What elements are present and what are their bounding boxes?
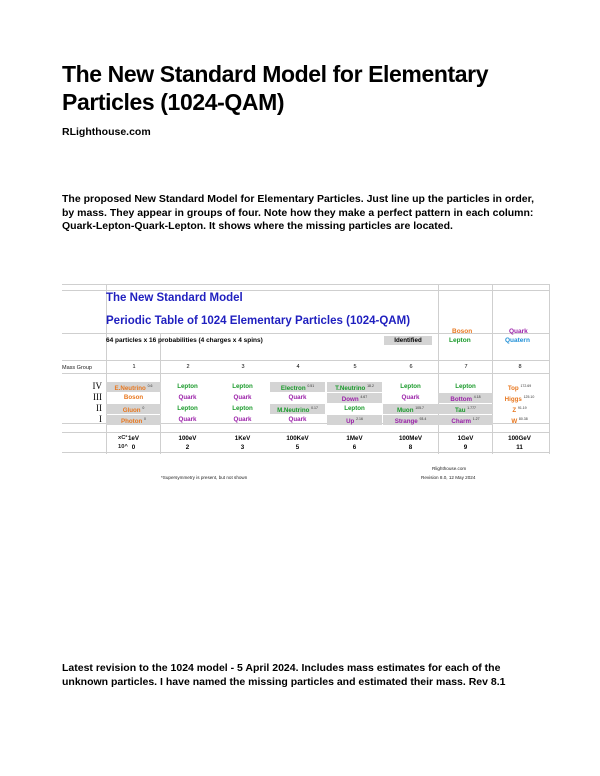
particle-cell bbox=[438, 382, 493, 392]
particle-cell bbox=[492, 382, 547, 392]
particle-name: Quark bbox=[178, 416, 197, 423]
power-value: 2 bbox=[185, 444, 190, 451]
particle-cell bbox=[438, 404, 493, 414]
page-title: The New Standard Model for Elementary Particles (1024-QAM) bbox=[62, 61, 489, 115]
energy-value: 100eV bbox=[178, 435, 197, 442]
quatern-header: Quatern bbox=[505, 337, 530, 344]
particle-name: Quark bbox=[288, 394, 307, 401]
mass-group-number: 3 bbox=[241, 364, 245, 370]
particle-cell bbox=[160, 393, 215, 403]
particle-cell bbox=[160, 404, 215, 414]
particle-name: Up bbox=[346, 418, 355, 425]
particle-name: Charm bbox=[451, 418, 472, 425]
particle-name: Boson bbox=[123, 394, 144, 401]
particle-mass: 4.67 bbox=[360, 395, 368, 399]
particle-mass: 0 bbox=[144, 417, 146, 421]
particle-name: E.Neutrino bbox=[114, 385, 146, 392]
mass-group-number: 5 bbox=[353, 364, 357, 370]
power-value: 6 bbox=[352, 444, 357, 451]
table-subtitle: Periodic Table of 1024 Elementary Particles (1024-QAM) bbox=[106, 315, 411, 327]
quark-header: Quark bbox=[509, 328, 528, 335]
particle-name: Quark bbox=[233, 416, 252, 423]
particle-cell bbox=[106, 393, 161, 403]
particle-cell bbox=[438, 393, 493, 403]
particle-name: Muon bbox=[397, 407, 414, 414]
particle-mass: 0.51 bbox=[307, 384, 315, 388]
particle-name: Quark bbox=[401, 394, 420, 401]
particle-name: Lepton bbox=[177, 405, 198, 412]
power-label: 10^ bbox=[118, 444, 128, 450]
particle-mass: 93.4 bbox=[419, 417, 427, 421]
credit-site: Rlighthouse.com bbox=[432, 466, 467, 471]
particle-cell bbox=[160, 382, 215, 392]
particle-cell bbox=[215, 393, 270, 403]
power-value: 11 bbox=[516, 444, 523, 451]
particle-name: Quark bbox=[288, 416, 307, 423]
particle-cell bbox=[492, 393, 547, 403]
power-value: 5 bbox=[295, 444, 300, 451]
particle-name: Lepton bbox=[344, 405, 365, 412]
particle-name: T.Neutrino bbox=[335, 385, 366, 392]
mass-group-label: Mass Group bbox=[62, 365, 92, 371]
particle-cell bbox=[383, 404, 438, 414]
mass-group-number: 8 bbox=[518, 364, 522, 370]
particle-name: Lepton bbox=[400, 383, 421, 390]
particle-mass: 18.2 bbox=[367, 384, 374, 388]
row-label: IV bbox=[92, 381, 102, 391]
particle-mass: 80.38 bbox=[518, 417, 528, 421]
row-label: II bbox=[96, 403, 102, 413]
particle-name: Electron bbox=[280, 385, 306, 392]
particle-cell bbox=[383, 382, 438, 392]
particle-mass: 172.69 bbox=[520, 384, 532, 388]
particle-cell bbox=[492, 404, 547, 414]
particle-name: Lepton bbox=[455, 383, 476, 390]
lepton-header: Lepton bbox=[449, 337, 471, 344]
power-value: 0 bbox=[131, 444, 136, 451]
mass-group-number: 7 bbox=[464, 364, 468, 370]
table-title: The New Standard Model bbox=[106, 292, 243, 304]
particle-name: Quark bbox=[233, 394, 252, 401]
particle-cell bbox=[327, 382, 382, 392]
particle-name: Lepton bbox=[232, 405, 253, 412]
particle-name: Quark bbox=[178, 394, 197, 401]
particle-name: Higgs bbox=[504, 396, 522, 403]
boson-header: Boson bbox=[452, 328, 473, 335]
particle-cell bbox=[327, 415, 382, 425]
energy-value: 100KeV bbox=[286, 435, 309, 442]
energy-value: 100MeV bbox=[398, 435, 423, 442]
table-description: 64 particles x 16 probabilities (4 charges x 4 spins) bbox=[106, 337, 263, 344]
particle-mass: 2.16 bbox=[356, 417, 363, 421]
particle-mass: 0 bbox=[142, 406, 145, 410]
particle-name: Tau bbox=[454, 407, 466, 414]
particle-cell bbox=[106, 404, 161, 414]
particle-cell bbox=[215, 382, 270, 392]
particle-cell bbox=[383, 415, 438, 425]
particle-name: Top bbox=[507, 385, 519, 392]
particle-cell bbox=[270, 404, 325, 414]
particle-name: Strange bbox=[394, 418, 418, 425]
particle-cell bbox=[438, 415, 493, 425]
power-value: 3 bbox=[240, 444, 245, 451]
particle-mass: 0.17 bbox=[311, 406, 318, 410]
energy-value: 100GeV bbox=[508, 435, 531, 442]
particle-cell bbox=[160, 415, 215, 425]
particle-name: M.Neutrino bbox=[277, 407, 310, 414]
particle-name: Down bbox=[341, 396, 359, 403]
credit-revision: Revision 8.0, 12 May 2024 bbox=[421, 475, 476, 480]
footer-paragraph: Latest revision to the 1024 model - 5 April 2024. Includes mass estimates for each of the unknown particles. I have named the missing particles and estimated their mass. Rev 8.1 bbox=[62, 662, 506, 688]
particle-name: Z bbox=[512, 407, 517, 414]
particle-cell bbox=[106, 382, 161, 392]
particle-mass: 125.10 bbox=[523, 395, 535, 399]
particle-mass: 0.6 bbox=[147, 384, 153, 388]
particle-name: Lepton bbox=[232, 383, 253, 390]
power-value: 9 bbox=[463, 444, 468, 451]
particle-name: Bottom bbox=[450, 396, 473, 403]
supersymmetry-note: *Supersymmetry is present, but not shown bbox=[161, 475, 248, 480]
mass-group-number: 6 bbox=[409, 364, 413, 370]
identified-legend: Identified bbox=[384, 336, 432, 345]
particle-cell bbox=[215, 404, 270, 414]
particle-cell bbox=[327, 393, 382, 403]
mass-group-number: 2 bbox=[186, 364, 190, 370]
particle-name: Lepton bbox=[177, 383, 198, 390]
row-label: III bbox=[93, 392, 102, 402]
particle-name: Photon bbox=[121, 418, 143, 425]
particle-name: W bbox=[511, 418, 518, 425]
row-label: I bbox=[99, 414, 102, 424]
particle-mass: 4.18 bbox=[473, 395, 481, 399]
particle-cell bbox=[270, 382, 325, 392]
particle-mass: 91.19 bbox=[517, 406, 527, 410]
site-name: RLighthouse.com bbox=[62, 126, 151, 138]
intro-paragraph: The proposed New Standard Model for Elementary Particles. Just line up the particles in order, by mass. They appear in groups of four. Note how they make a perfect pattern in each column: Quark-Lepton-Quark-Lepton. It shows where the missing particles are located. bbox=[62, 193, 535, 232]
mass-group-number: 1 bbox=[132, 364, 136, 370]
particle-cell bbox=[270, 393, 325, 403]
particle-cell bbox=[327, 404, 382, 414]
particle-cell bbox=[383, 393, 438, 403]
power-value: 8 bbox=[408, 444, 413, 451]
energy-value: 1GeV bbox=[457, 435, 474, 442]
energy-value: 1KeV bbox=[234, 435, 251, 442]
particle-cell bbox=[106, 415, 161, 425]
energy-label: xC² bbox=[118, 435, 128, 441]
energy-value: 1MeV bbox=[346, 435, 363, 442]
energy-value: 1eV bbox=[127, 435, 139, 442]
particle-cell bbox=[492, 415, 547, 425]
particle-mass: 1.777 bbox=[467, 406, 477, 410]
periodic-table-figure bbox=[62, 280, 550, 488]
particle-mass: 105.7 bbox=[415, 406, 424, 410]
particle-cell bbox=[270, 415, 325, 425]
particle-mass: 1.27 bbox=[472, 417, 480, 421]
particle-cell bbox=[215, 415, 270, 425]
particle-name: Gluon bbox=[122, 407, 141, 414]
mass-group-number: 4 bbox=[296, 364, 300, 370]
